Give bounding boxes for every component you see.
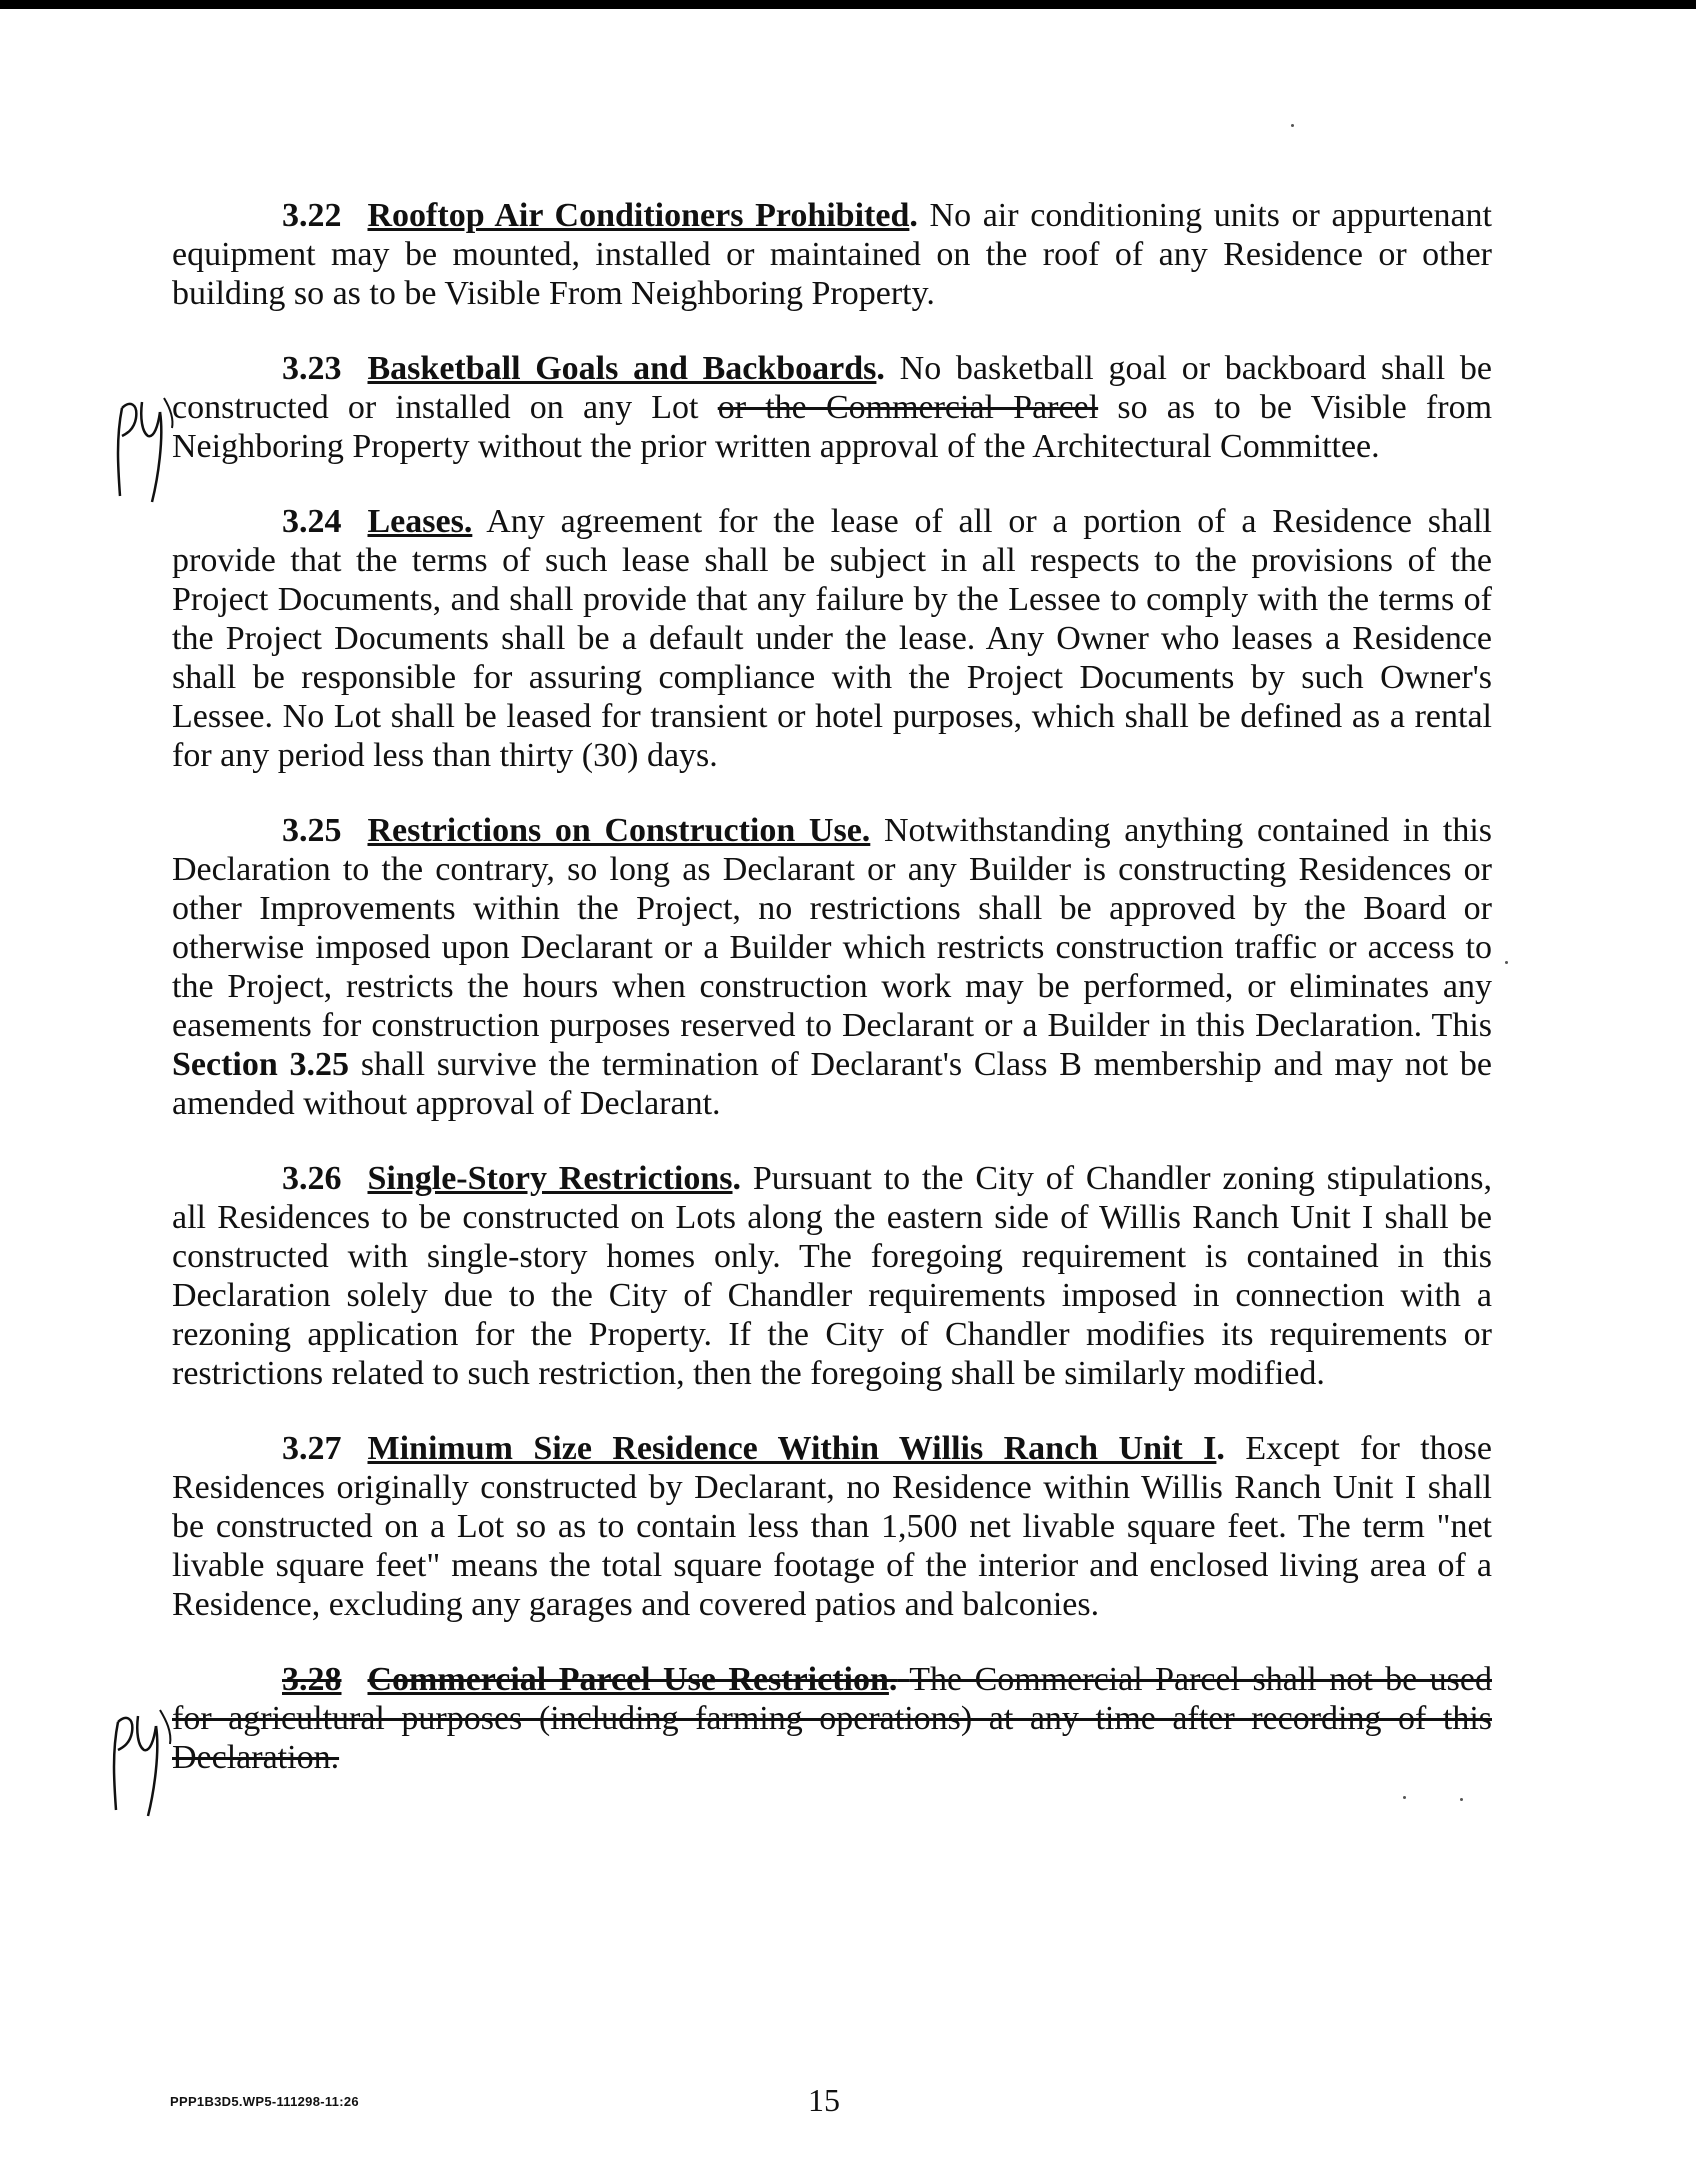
section-body: Pursuant to the City of Chandler zoning stipulations, all Residences to be constructed on Lots along the eastern side of Willis Ranch Unit I shall be constructed with single-story homes only. The foregoing requirement is contained in this Declaration solely due to the City of Chandler requirements imposed in connection with a rezoning application for the Property. If the City of Chandler modifies its requirements or restrictions related to such restriction, then the foregoing shall be similarly modified. — [172, 1160, 1493, 1392]
section-number: 3.22 — [282, 197, 342, 234]
section-body: The Commercial Parcel shall not be used for agricultural purposes (including farming operations) at any time after recording of this Declaration. — [172, 1661, 1492, 1776]
title-punctuation: . — [888, 1661, 898, 1698]
section-3-25 — [172, 811, 1492, 1123]
section-paragraph — [172, 1660, 1492, 1777]
document-code: PPP1B3D5.WP5-111298-11:26 — [170, 2094, 359, 2109]
section-paragraph — [172, 1429, 1492, 1624]
section-title: Basketball Goals and Backboards — [367, 350, 877, 387]
section-number: 3.28 — [282, 1661, 342, 1698]
section-body-end: shall survive the termination of Declarant's Class B membership and may not be amended without approval of Declarant. — [172, 1046, 1493, 1122]
handwritten-initials-3-28 — [104, 1692, 174, 1822]
page-number: 15 — [808, 2082, 840, 2118]
section-body-start: No basketball goal or backboard shall be constructed or installed on any Lot — [172, 350, 1493, 426]
section-body-start: Notwithstanding anything contained in this Declaration to the contrary, so long as Declarant or any Builder is constructing Residences or other Improvements within the Project, no restrictions shall be approved by the Board or otherwise imposed upon Declarant or a Builder which restricts construction traffic or access to the Project, restricts the hours when construction work may be performed, or eliminates any easements for construction purposes reserved to Declarant or a Builder in this Declaration. This — [172, 812, 1492, 1044]
section-number: 3.26 — [282, 1160, 342, 1197]
handwritten-initials-3-23 — [108, 378, 178, 508]
section-paragraph — [172, 502, 1492, 775]
section-body: Except for those Residences originally constructed by Declarant, no Residence within Willis Ranch Unit I shall be constructed on a Lot so as to contain less than 1,500 net livable square feet. The term "net livable square feet" means the total square footage of the interior and enclosed living area of a Residence, excluding any garages and covered patios and balconies. — [172, 1430, 1493, 1623]
title-punctuation: . — [909, 197, 918, 234]
section-body: No air conditioning units or appurtenant equipment may be mounted, installed or maintained on the roof of any Residence or other building so as to be Visible From Neighboring Property. — [172, 197, 1492, 312]
section-3-27 — [172, 1429, 1492, 1624]
scan-speck — [1505, 961, 1508, 964]
title-punctuation: . — [732, 1160, 742, 1197]
section-3-22 — [172, 196, 1492, 313]
section-body-end: so as to be Visible from Neighboring Property without the prior written approval of the Architectural Committee. — [172, 389, 1493, 465]
title-punctuation: . — [1216, 1430, 1225, 1467]
scan-edge — [0, 0, 1696, 9]
section-number: 3.25 — [282, 812, 342, 849]
title-punctuation: . — [876, 350, 885, 387]
struck-out-text: or the Commercial Parcel — [717, 389, 1099, 426]
section-number: 3.27 — [282, 1430, 342, 1467]
scan-speck — [1403, 1796, 1406, 1799]
scan-speck — [1291, 124, 1294, 127]
section-title: Minimum Size Residence Within Willis Ranch Unit I — [367, 1430, 1217, 1467]
document-body — [172, 196, 1492, 1813]
section-title: Restrictions on Construction Use. — [367, 812, 871, 849]
section-3-28-struck — [172, 1660, 1492, 1777]
section-paragraph — [172, 196, 1492, 313]
scan-speck — [1460, 1798, 1463, 1801]
section-paragraph — [172, 811, 1492, 1123]
section-3-26 — [172, 1159, 1492, 1393]
section-title: Rooftop Air Conditioners Prohibited — [367, 197, 910, 234]
section-paragraph — [172, 349, 1492, 466]
section-title: Single-Story Restrictions — [367, 1160, 733, 1197]
section-body: Any agreement for the lease of all or a portion of a Residence shall provide that the terms of such lease shall be subject in all respects to the provisions of the Project Documents, and shall provide that any failure by the Lessee to comply with the terms of the Project Documents shall be a default under the lease. Any Owner who leases a Residence shall be responsible for assuring compliance with the Project Documents by such Owner's Lessee. No Lot shall be leased for transient or hotel purposes, which shall be defined as a rental for any period less than thirty (30) days. — [172, 503, 1493, 774]
section-number: 3.24 — [282, 503, 342, 540]
section-reference: Section 3.25 — [172, 1046, 350, 1083]
section-title: Leases. — [367, 503, 473, 540]
section-title: Commercial Parcel Use Restriction — [367, 1661, 889, 1698]
section-3-23 — [172, 349, 1492, 466]
section-paragraph — [172, 1159, 1492, 1393]
section-3-24 — [172, 502, 1492, 775]
section-number: 3.23 — [282, 350, 342, 387]
